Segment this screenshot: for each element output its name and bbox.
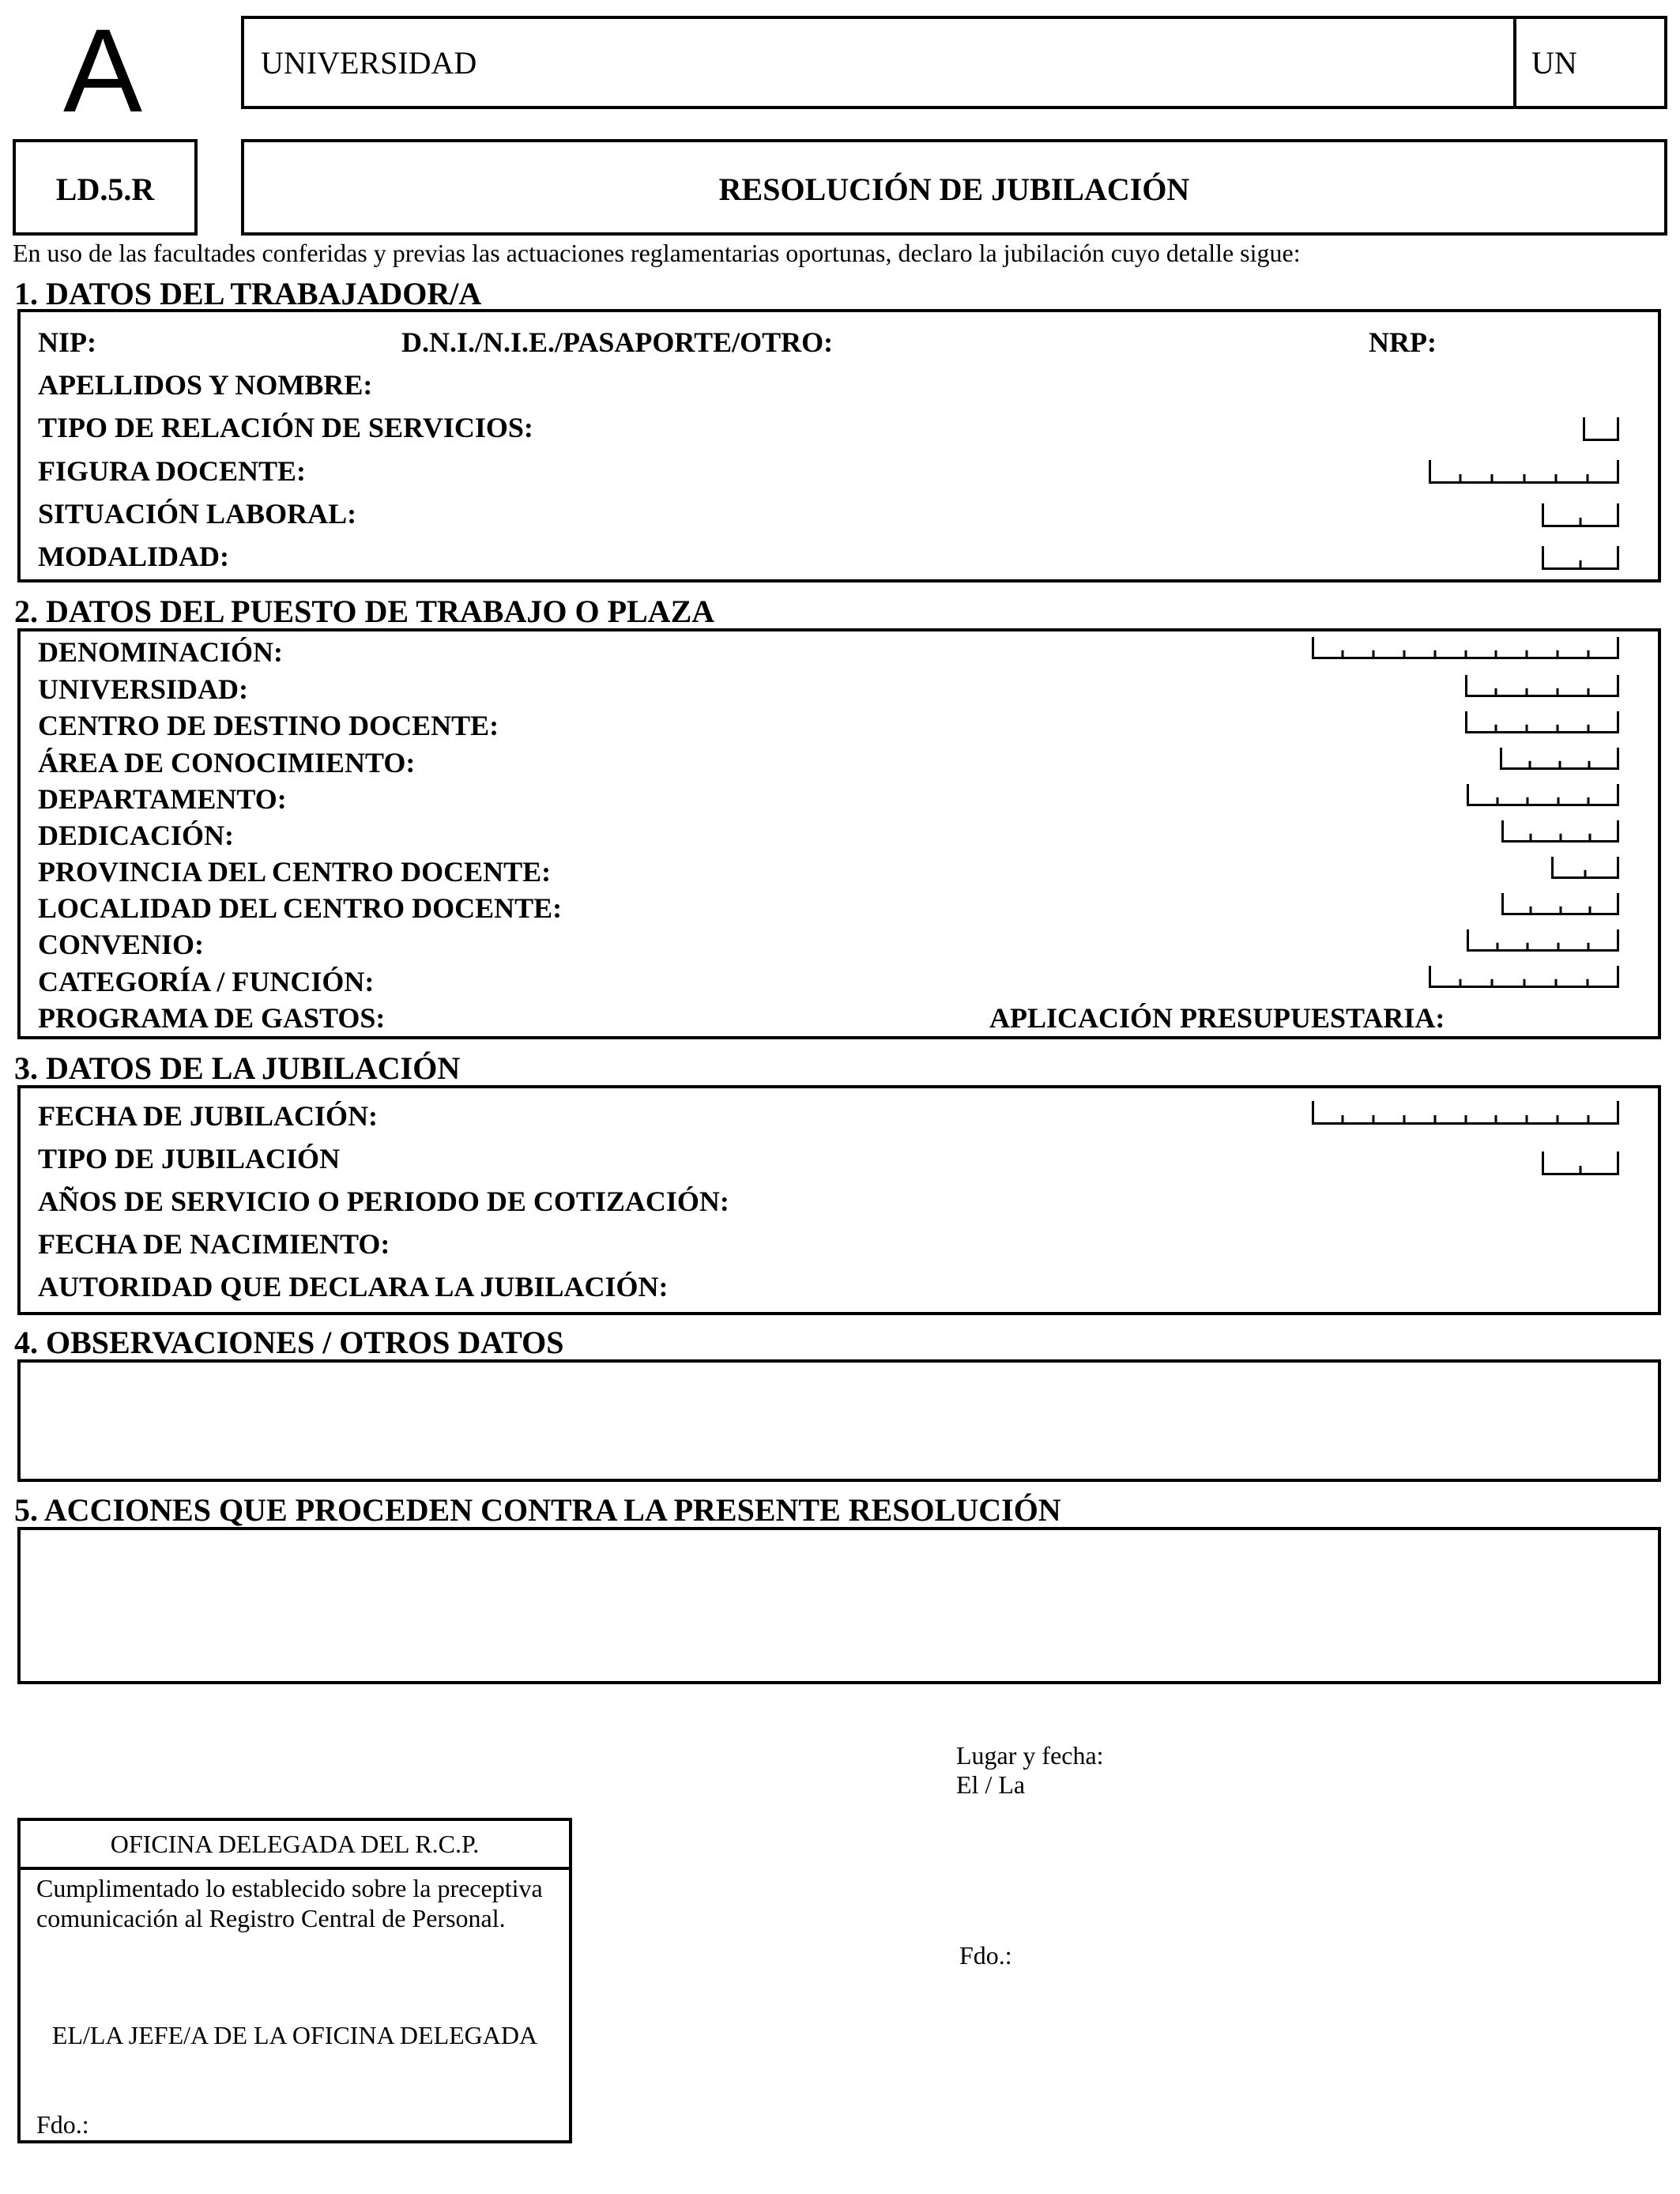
fecha-nacimiento-label: FECHA DE NACIMIENTO: [38, 1228, 390, 1260]
code-cells [1551, 857, 1619, 879]
modalidad-label: MODALIDAD: [38, 541, 229, 572]
departamento-code-boxes[interactable] [1467, 784, 1619, 806]
tipo-jubilacion-label: TIPO DE JUBILACIÓN [38, 1143, 341, 1174]
rcp-office-divider [17, 1867, 572, 1870]
universidad-label: UNIVERSIDAD: [38, 673, 249, 705]
fecha-jubilacion-label: FECHA DE JUBILACIÓN: [38, 1100, 379, 1132]
situacion-laboral-code-boxes[interactable] [1542, 503, 1619, 527]
programa-gastos-label: PROGRAMA DE GASTOS: [38, 1002, 386, 1034]
convenio-code-boxes[interactable] [1467, 929, 1619, 952]
observaciones-field[interactable] [17, 1359, 1661, 1482]
categoria-code-boxes[interactable] [1429, 966, 1619, 988]
university-code: UN [1531, 45, 1577, 81]
tipo-relacion-code-boxes[interactable] [1583, 417, 1619, 441]
categoria-label: CATEGORÍA / FUNCIÓN: [38, 966, 375, 997]
localidad-code-boxes[interactable] [1501, 893, 1619, 915]
section2-title: 2. DATOS DEL PUESTO DE TRABAJO O PLAZA [14, 594, 715, 629]
code-cells [1542, 546, 1619, 570]
code-cells [1467, 929, 1619, 952]
code-cells [1583, 417, 1619, 441]
localidad-label: LOCALIDAD DEL CENTRO DOCENTE: [38, 892, 563, 924]
lugar-fecha-label: Lugar y fecha: [956, 1741, 1104, 1770]
tipo-relacion-label: TIPO DE RELACIÓN DE SERVICIOS: [38, 412, 533, 443]
modalidad-code-boxes[interactable] [1542, 546, 1619, 570]
section4-title: 4. OBSERVACIONES / OTROS DATOS [14, 1325, 564, 1360]
code-cells [1501, 820, 1619, 843]
anos-servicio-label: AÑOS DE SERVICIO O PERIODO DE COTIZACIÓN: [38, 1186, 729, 1217]
apellidos-label: APELLIDOS Y NOMBRE: [38, 369, 373, 401]
form-code: LD.5.R [55, 172, 155, 207]
provincia-label: PROVINCIA DEL CENTRO DOCENTE: [38, 856, 552, 888]
area-conocimiento-code-boxes[interactable] [1500, 748, 1619, 770]
centro-destino-code-boxes[interactable] [1465, 711, 1619, 733]
universidad-code-boxes[interactable] [1465, 675, 1619, 697]
centro-destino-label: CENTRO DE DESTINO DOCENTE: [38, 710, 499, 741]
intro-text: En uso de las facultades conferidas y previas las actuaciones reglamentarias oportunas, declaro la jubilación cuyo detalle sigue: [13, 239, 1301, 267]
dni-label: D.N.I./N.I.E./PASAPORTE/OTRO: [401, 326, 834, 358]
rcp-office-jefe: EL/LA JEFE/A DE LA OFICINA DELEGADA [51, 2021, 538, 2049]
figura-docente-label: FIGURA DOCENTE: [38, 455, 307, 487]
code-cells [1467, 784, 1619, 806]
fecha-jubilacion-code-boxes[interactable] [1312, 1101, 1619, 1125]
section5-title: 5. ACCIONES QUE PROCEDEN CONTRA LA PRESENTE RESOLUCIÓN [14, 1492, 1061, 1528]
code-cells [1500, 748, 1619, 770]
departamento-label: DEPARTAMENTO: [38, 783, 287, 815]
code-cells [1465, 675, 1619, 697]
autoridad-label: AUTORIDAD QUE DECLARA LA JUBILACIÓN: [38, 1271, 669, 1302]
rcp-office-title: OFICINA DELEGADA DEL R.C.P. [110, 1830, 480, 1858]
university-label: UNIVERSIDAD [261, 45, 477, 81]
nrp-label: NRP: [1369, 326, 1437, 358]
code-cells [1465, 711, 1619, 733]
form-title: RESOLUCIÓN DE JUBILACIÓN [718, 172, 1190, 207]
tipo-jubilacion-code-boxes[interactable] [1542, 1152, 1619, 1175]
aplicacion-presupuestaria-label: APLICACIÓN PRESUPUESTARIA: [989, 1002, 1445, 1034]
nip-label: NIP: [38, 326, 96, 358]
provincia-code-boxes[interactable] [1551, 857, 1619, 879]
denominacion-label: DENOMINACIÓN: [38, 636, 283, 668]
code-cells [1312, 1101, 1619, 1125]
dedicacion-label: DEDICACIÓN: [38, 820, 235, 851]
figura-docente-code-boxes[interactable] [1429, 460, 1619, 484]
area-conocimiento-label: ÁREA DE CONOCIMIENTO: [38, 747, 416, 778]
code-cells [1542, 1152, 1619, 1175]
section3-title: 3. DATOS DE LA JUBILACIÓN [14, 1050, 461, 1086]
form-series-letter: A [63, 4, 143, 137]
situacion-laboral-label: SITUACIÓN LABORAL: [38, 498, 357, 530]
denominacion-code-boxes[interactable] [1312, 637, 1619, 659]
dedicacion-code-boxes[interactable] [1501, 820, 1619, 843]
convenio-label: CONVENIO: [38, 929, 205, 960]
code-cells [1542, 503, 1619, 527]
rcp-office-text: Cumplimentado lo establecido sobre la preceptiva comunicación al Registro Central de Personal. [36, 1874, 543, 1933]
signature-fdo-label: Fdo.: [959, 1941, 1012, 1970]
acciones-field[interactable] [17, 1527, 1661, 1684]
code-cells [1429, 460, 1619, 484]
rcp-office-fdo: Fdo.: [36, 2110, 89, 2139]
university-field-divider [1513, 16, 1516, 109]
code-cells [1429, 966, 1619, 988]
code-cells [1312, 637, 1619, 659]
el-la-label: El / La [956, 1770, 1026, 1799]
code-cells [1501, 893, 1619, 915]
section1-title: 1. DATOS DEL TRABAJADOR/A [14, 276, 482, 311]
